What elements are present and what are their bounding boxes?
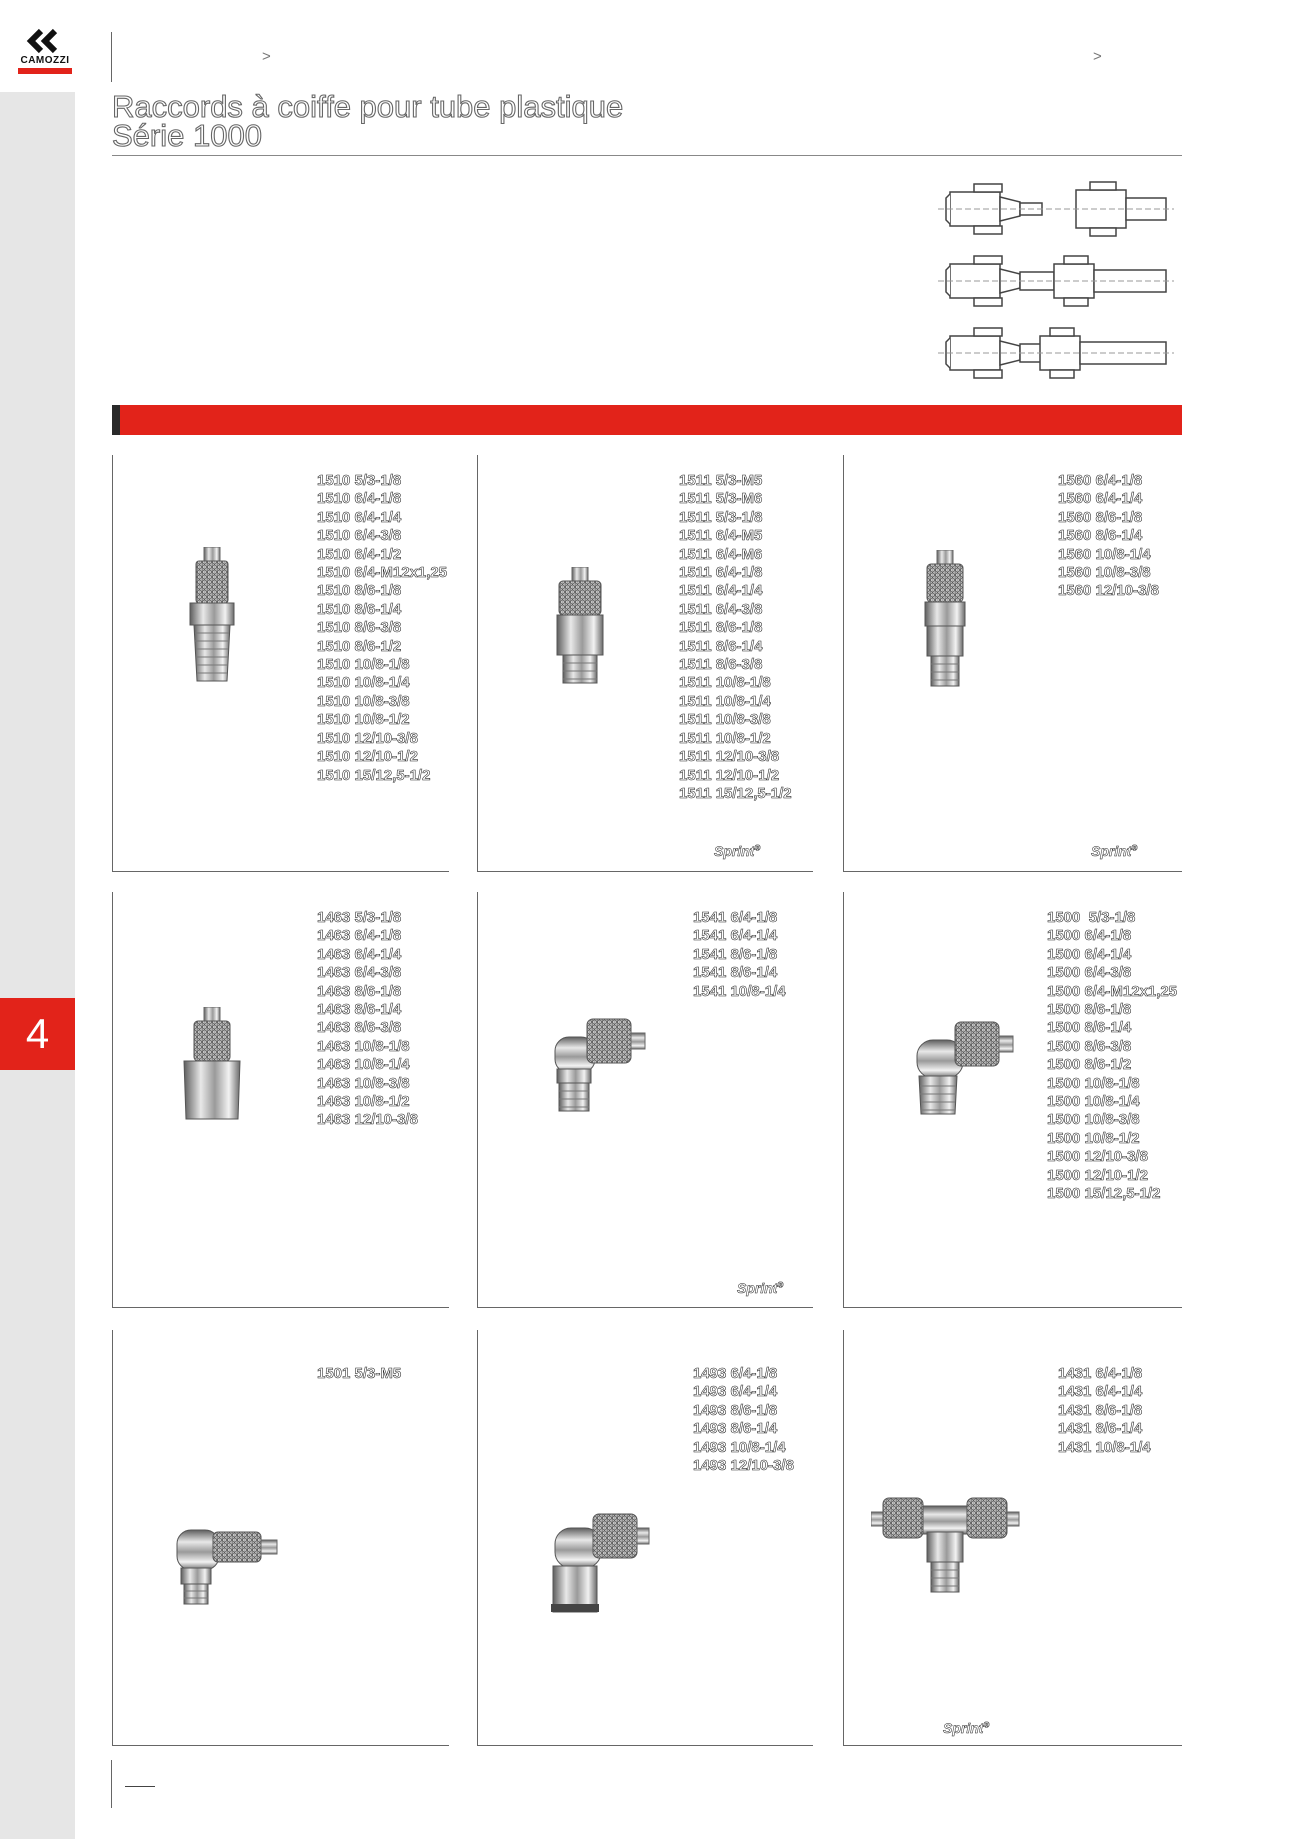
swivel-elbow-fitting-image [547,1007,657,1117]
code-item: 1510 6/4-M12x1,25 [317,564,448,582]
section-bar-marker [112,405,120,435]
cell-bottom-border [843,871,1182,872]
cell-bottom-border [112,1307,449,1308]
cell-left-border [843,455,844,872]
code-item: 1510 5/3-1/8 [317,472,402,489]
code-item: 1510 8/6-3/8 [317,619,402,637]
straight-male-fitting-image [172,547,252,687]
logo-mark-icon [25,28,65,54]
code-item: 1511 8/6-3/8 [679,656,763,674]
code-item: 1431 6/4-1/4 [1058,1383,1143,1401]
code-item: 1541 8/6-1/4 [693,964,778,982]
registered-mark: ® [1131,843,1138,853]
code-item: 1500 10/8-1/8 [1047,1074,1140,1092]
code-item: 1541 10/8-1/4 [693,982,786,1000]
cell-left-border [843,1330,844,1746]
cell-left-border [477,455,478,872]
straight-long-fitting-image [915,550,975,690]
code-item: 1511 15/12,5-1/2 [679,784,792,802]
breadcrumb-arrow-right[interactable]: > [1093,48,1102,65]
code-item: 1560 6/4-1/8 [1058,472,1143,489]
code-item: 1500 8/6-1/8 [1047,1001,1132,1019]
registered-mark: ® [983,1720,990,1730]
registered-mark: ® [777,1280,784,1290]
cell-left-border [112,455,113,872]
sprint-mark [1091,843,1137,859]
code-item: 1463 10/8-3/8 [317,1074,410,1092]
tee-fitting-image [871,1488,1021,1598]
code-item: 1541 6/4-1/8 [693,909,778,926]
code-item: 1493 6/4-1/4 [693,1383,778,1401]
mini-elbow-fitting-image [167,1510,297,1610]
code-item: 1431 10/8-1/4 [1058,1438,1151,1456]
sprint-mark [714,843,760,859]
code-item: 1500 15/12,5-1/2 [1047,1185,1161,1203]
code-item: 1510 12/10-1/2 [317,748,418,766]
code-item: 1541 8/6-1/8 [693,945,778,963]
footer-dash [125,1786,155,1787]
code-item: 1500 12/10-1/2 [1047,1166,1148,1184]
code-item: 1463 8/6-3/8 [317,1019,402,1037]
code-item: 1511 6/4-1/8 [679,564,763,582]
sprint-mark [943,1720,989,1736]
breadcrumb-arrow-left[interactable]: > [262,48,271,65]
code-item: 1511 10/8-3/8 [679,711,771,729]
code-item: 1431 6/4-1/8 [1058,1365,1143,1382]
cell-bottom-border [477,871,813,872]
code-item: 1511 10/8-1/8 [679,674,771,692]
code-list [317,909,418,1130]
code-item: 1510 10/8-1/2 [317,711,410,729]
code-list [693,1365,794,1475]
side-strip [0,92,75,1839]
code-item: 1511 6/4-M6 [679,545,763,563]
code-item: 1510 10/8-1/8 [317,656,410,674]
code-item: 1500 12/10-3/8 [1047,1148,1148,1166]
code-item: 1463 8/6-1/4 [317,1001,402,1019]
code-item: 1500 5/3-1/8 [1047,909,1136,926]
code-item: 1500 8/6-1/2 [1047,1056,1132,1074]
code-item: 1560 10/8-1/4 [1058,545,1151,563]
product-cell-1560 [843,455,1182,872]
code-item: 1500 10/8-1/4 [1047,1093,1140,1111]
code-item: 1463 10/8-1/2 [317,1093,410,1111]
code-item: 1510 8/6-1/4 [317,600,402,618]
sprint-label: Sprint [714,843,755,859]
code-item: 1560 8/6-1/8 [1058,508,1143,526]
code-item: 1511 10/8-1/4 [679,692,771,710]
title-line-2: Série 1000 [112,118,262,153]
cell-left-border [477,892,478,1308]
camozzi-logo [12,28,78,74]
code-list [693,909,786,1001]
logo-underline [18,68,72,74]
code-item: 1510 6/4-1/2 [317,545,402,563]
product-cell-1541 [477,892,813,1308]
code-item: 1463 5/3-1/8 [317,909,402,926]
product-cell-1431 [843,1330,1182,1746]
code-item: 1510 8/6-1/8 [317,582,402,600]
sprint-mark [737,1280,783,1296]
code-item: 1500 6/4-3/8 [1047,964,1132,982]
code-item: 1500 8/6-3/8 [1047,1037,1132,1055]
cell-left-border [112,892,113,1308]
male-elbow-fitting-image [911,1010,1021,1120]
code-item: 1463 10/8-1/8 [317,1037,410,1055]
straight-male-fitting-image [545,567,615,687]
code-item: 1463 8/6-1/8 [317,982,402,1000]
code-item: 1500 10/8-1/2 [1047,1129,1140,1147]
code-item: 1500 8/6-1/4 [1047,1019,1132,1037]
cell-bottom-border [843,1745,1182,1746]
sprint-label: Sprint [1091,843,1132,859]
product-cell-1501 [112,1330,449,1746]
code-item: 1560 10/8-3/8 [1058,564,1151,582]
code-item: 1510 10/8-1/4 [317,674,410,692]
code-item: 1511 5/3-1/8 [679,508,763,526]
code-list [1058,1365,1151,1457]
product-cell-1463 [112,892,449,1308]
code-item: 1463 10/8-1/4 [317,1056,410,1074]
code-item: 1510 15/12,5-1/2 [317,766,431,784]
chapter-tab[interactable] [0,998,75,1070]
fitting-assembly-diagram [938,172,1178,382]
code-item: 1511 5/3-M6 [679,490,763,508]
code-item: 1463 6/4-3/8 [317,964,402,982]
cell-bottom-border [112,1745,449,1746]
cell-bottom-border [477,1745,813,1746]
code-item: 1493 6/4-1/8 [693,1365,778,1382]
product-cell-1510 [112,455,449,872]
code-item: 1500 6/4-1/8 [1047,927,1132,945]
code-item: 1500 6/4-1/4 [1047,945,1132,963]
code-item: 1510 6/4-1/4 [317,508,402,526]
code-item: 1541 6/4-1/4 [693,927,778,945]
code-item: 1510 10/8-3/8 [317,692,410,710]
code-item: 1511 6/4-M5 [679,527,763,545]
code-list [317,1365,401,1383]
cell-left-border [112,1330,113,1746]
code-list [679,472,792,803]
code-item: 1501 5/3-M5 [317,1365,402,1382]
code-item: 1463 6/4-1/8 [317,927,402,945]
code-item: 1493 12/10-3/8 [693,1457,794,1475]
code-item: 1511 8/6-1/8 [679,619,763,637]
header-divider [111,32,112,82]
page-title [112,89,624,153]
code-item: 1510 6/4-1/8 [317,490,402,508]
code-item: 1510 6/4-3/8 [317,527,402,545]
code-item: 1510 8/6-1/2 [317,637,402,655]
cell-left-border [843,892,844,1308]
cell-bottom-border [112,871,449,872]
registered-mark: ® [754,843,761,853]
sprint-label: Sprint [943,1720,984,1736]
title-rule [112,155,1182,156]
straight-female-fitting-image [172,1007,252,1127]
code-item: 1511 5/3-M5 [679,472,763,489]
product-cell-1493 [477,1330,813,1746]
footer-divider [111,1760,112,1808]
code-item: 1511 6/4-3/8 [679,600,763,618]
chapter-number: 4 [25,1010,50,1057]
section-red-bar [112,405,1182,435]
code-item: 1560 8/6-1/4 [1058,527,1143,545]
code-item: 1463 12/10-3/8 [317,1111,418,1129]
logo-wordmark: CAMOZZI [20,55,70,66]
code-item: 1511 12/10-1/2 [679,766,780,784]
female-elbow-fitting-image [547,1508,657,1618]
code-item: 1511 8/6-1/4 [679,637,763,655]
code-item: 1493 10/8-1/4 [693,1438,786,1456]
code-item: 1500 10/8-3/8 [1047,1111,1140,1129]
cell-bottom-border [843,1307,1182,1308]
code-item: 1500 6/4-M12x1,25 [1047,982,1178,1000]
code-item: 1510 12/10-3/8 [317,729,418,747]
code-list [1058,472,1159,601]
code-item: 1493 8/6-1/8 [693,1401,778,1419]
code-item: 1560 6/4-1/4 [1058,490,1143,508]
product-cell-1511 [477,455,813,872]
code-item: 1493 8/6-1/4 [693,1420,778,1438]
code-item: 1511 6/4-1/4 [679,582,763,600]
code-item: 1463 6/4-1/4 [317,945,402,963]
cell-bottom-border [477,1307,813,1308]
code-item: 1431 8/6-1/4 [1058,1420,1143,1438]
code-list [1047,909,1177,1204]
sprint-label: Sprint [737,1280,778,1296]
title-line-1: Raccords à coiffe pour tube plastique [112,89,624,124]
product-cell-1500 [843,892,1182,1308]
code-item: 1511 10/8-1/2 [679,729,771,747]
code-item: 1560 12/10-3/8 [1058,582,1159,600]
code-list [317,472,447,785]
cell-left-border [477,1330,478,1746]
code-item: 1431 8/6-1/8 [1058,1401,1143,1419]
code-item: 1511 12/10-3/8 [679,748,780,766]
